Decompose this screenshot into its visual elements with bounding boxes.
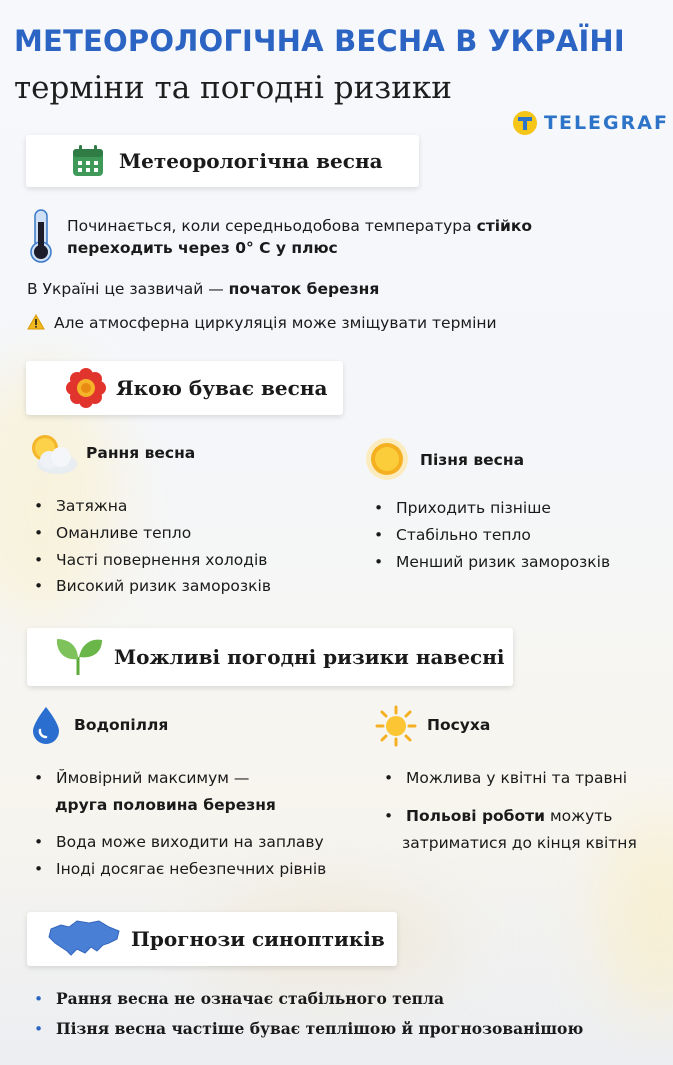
list-item-text: Затяжна xyxy=(56,497,128,515)
sun-behind-cloud-icon xyxy=(27,432,79,476)
forecast-item: • Рання весна не означає стабільного тепла xyxy=(34,989,444,1008)
logo-text: TELEGRAF xyxy=(544,112,669,134)
section-card-weather-risks xyxy=(27,628,513,686)
section-title: Можливі погодні ризики навесні xyxy=(114,645,505,669)
ukraine-text: В Україні це зазвичай — xyxy=(27,280,229,298)
ukraine-start-text xyxy=(27,278,379,300)
sun-rays-icon xyxy=(375,705,417,747)
list-item-text: Приходить пізніше xyxy=(396,499,551,517)
list-item: • Стабільно тепло xyxy=(374,526,531,544)
list-item: • Можлива у квітні та травні xyxy=(384,769,628,787)
sun-icon xyxy=(365,437,409,481)
list-item-text: Оманливе тепло xyxy=(56,524,192,542)
early-spring-heading: Рання весна xyxy=(86,444,196,462)
list-item: • Приходить пізніше xyxy=(374,499,551,517)
drought-heading: Посуха xyxy=(427,716,491,734)
ukraine-bold: початок березня xyxy=(228,280,380,298)
definition-text: Починається, коли середньодобова температура xyxy=(67,217,477,235)
list-item-text: можуть xyxy=(545,807,613,825)
section-card-forecasts xyxy=(27,912,397,966)
list-item: • Оманливе тепло xyxy=(34,524,192,542)
flood-heading: Водопілля xyxy=(74,716,169,734)
water-drop-icon xyxy=(30,705,62,745)
ukraine-map-icon xyxy=(47,917,121,961)
page-subtitle: терміни та погодні ризики xyxy=(14,70,452,106)
list-item: • Затяжна xyxy=(34,497,128,515)
section-card-meteo-spring xyxy=(26,135,419,187)
sprout-icon xyxy=(54,637,104,677)
page-title: МЕТЕОРОЛОГІЧНА ВЕСНА В УКРАЇНІ xyxy=(14,24,625,58)
forecast-text: Пізня весна частіше буває теплішою й прогнозованішою xyxy=(56,1019,584,1038)
list-item-continuation: затриматися до кінця квітня xyxy=(402,834,637,852)
list-item-bold: Польові роботи xyxy=(406,807,546,825)
flower-icon xyxy=(66,368,106,408)
section-title: Якою буває весна xyxy=(116,376,328,400)
thermometer-icon xyxy=(28,208,54,264)
list-item-text: Іноді досягає небезпечних рівнів xyxy=(56,860,327,878)
list-item: • Іноді досягає небезпечних рівнів xyxy=(34,860,327,878)
list-item-continuation: друга половина березня xyxy=(55,796,276,814)
list-item: • Ймовірний максимум — xyxy=(34,769,250,787)
calendar-icon xyxy=(71,144,105,178)
section-title: Прогнози синоптиків xyxy=(131,927,385,951)
warning-icon xyxy=(27,314,45,330)
warning-text: Але атмосферна циркуляція може зміщувати терміни xyxy=(54,314,497,332)
spring-definition-line-1 xyxy=(67,215,532,237)
definition-bold: стійко xyxy=(476,217,533,235)
telegraf-logo xyxy=(512,110,669,136)
list-item-text: Ймовірний максимум — xyxy=(56,769,250,787)
telegraf-logo-icon xyxy=(512,110,538,136)
list-item-text: Менший ризик заморозків xyxy=(396,553,611,571)
list-item: • Високий ризик заморозків xyxy=(34,577,271,595)
section-title: Метеорологічна весна xyxy=(119,149,383,173)
list-item: • Польові роботи можуть xyxy=(384,807,613,825)
list-item-text: Високий ризик заморозків xyxy=(56,577,271,595)
list-item: • Вода може виходити на заплаву xyxy=(34,833,324,851)
list-item: • Менший ризик заморозків xyxy=(374,553,611,571)
late-spring-heading: Пізня весна xyxy=(420,451,525,469)
list-item: • Часті повернення холодів xyxy=(34,551,268,569)
forecast-text: Рання весна не означає стабільного тепла xyxy=(56,989,444,1008)
list-item-text: Можлива у квітні та травні xyxy=(406,769,628,787)
spring-definition-line-2: переходить через 0° С у плюс xyxy=(67,239,338,257)
list-item-text: Вода може виходити на заплаву xyxy=(56,833,324,851)
list-item-text: Стабільно тепло xyxy=(396,526,531,544)
list-item-text: Часті повернення холодів xyxy=(56,551,268,569)
forecast-item: • Пізня весна частіше буває теплішою й прогнозованішою xyxy=(34,1019,584,1038)
section-card-spring-types xyxy=(26,361,343,415)
